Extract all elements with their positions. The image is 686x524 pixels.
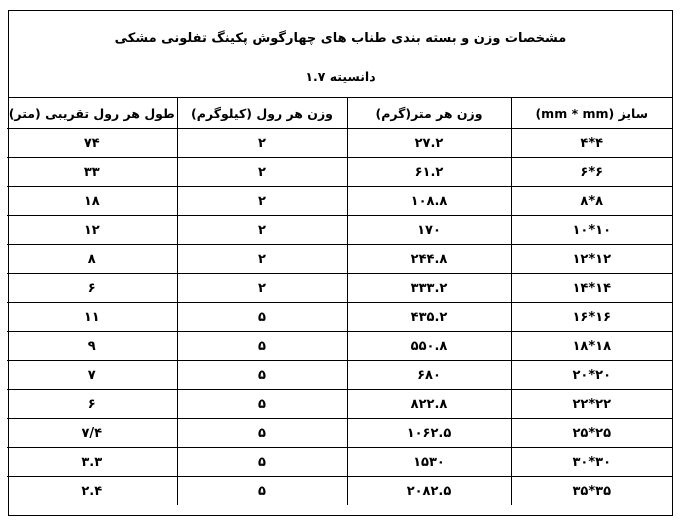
cell-weight-per-meter: ۳۳۳.۲	[347, 274, 511, 303]
cell-weight-per-roll: ۲	[177, 129, 347, 158]
cell-weight-per-meter: ۵۵۰.۸	[347, 332, 511, 361]
cell-length-per-roll: ۷	[7, 361, 177, 390]
cell-weight-per-meter: ۶۱.۲	[347, 158, 511, 187]
header-weight-per-meter: وزن هر متر(گرم)	[347, 98, 511, 129]
cell-size: ۱۲*۱۲	[511, 245, 672, 274]
cell-length-per-roll: ۱۱	[7, 303, 177, 332]
cell-size: ۱۴*۱۴	[511, 274, 672, 303]
cell-size: ۱۶*۱۶	[511, 303, 672, 332]
cell-size: ۳۰*۳۰	[511, 448, 672, 477]
cell-weight-per-roll: ۵	[177, 477, 347, 506]
cell-size: ۲۵*۲۵	[511, 419, 672, 448]
cell-weight-per-roll: ۵	[177, 332, 347, 361]
cell-length-per-roll: ۳۳	[7, 158, 177, 187]
table-row	[7, 332, 672, 361]
cell-size: ۲۲*۲۲	[511, 390, 672, 419]
cell-size: ۳۵*۳۵	[511, 477, 672, 506]
spec-sheet	[8, 10, 673, 516]
cell-weight-per-meter: ۸۲۲.۸	[347, 390, 511, 419]
cell-weight-per-roll: ۲	[177, 274, 347, 303]
cell-weight-per-meter: ۲۴۴.۸	[347, 245, 511, 274]
cell-size: ۴*۴	[511, 129, 672, 158]
cell-weight-per-roll: ۲	[177, 158, 347, 187]
cell-size: ۱۸*۱۸	[511, 332, 672, 361]
document-title: مشخصات وزن و بسته بندی طناب های چهارگوش پکینگ تفلونی مشکی	[114, 31, 567, 46]
header-weight-per-roll: وزن هر رول (کیلوگرم)	[177, 98, 347, 129]
cell-size: ۶*۶	[511, 158, 672, 187]
cell-size: ۲۰*۲۰	[511, 361, 672, 390]
table-row	[7, 390, 672, 419]
spec-table	[7, 98, 672, 505]
cell-weight-per-roll: ۵	[177, 448, 347, 477]
title-area	[9, 11, 672, 98]
cell-weight-per-meter: ۶۸۰	[347, 361, 511, 390]
cell-weight-per-roll: ۵	[177, 419, 347, 448]
cell-weight-per-roll: ۵	[177, 390, 347, 419]
cell-weight-per-meter: ۲۰۸۲.۵	[347, 477, 511, 506]
table-row	[7, 274, 672, 303]
header-size: سایز (mm * mm)	[511, 98, 672, 129]
table-row	[7, 303, 672, 332]
table-row	[7, 419, 672, 448]
table-body	[7, 129, 672, 506]
cell-length-per-roll: ۷۴	[7, 129, 177, 158]
header-length-per-roll: طول هر رول تقریبی (متر)	[7, 98, 177, 129]
density-subtitle: دانسیته ۱.۷	[305, 69, 376, 84]
cell-weight-per-roll: ۲	[177, 216, 347, 245]
header-row	[7, 98, 672, 129]
cell-length-per-roll: ۶	[7, 390, 177, 419]
cell-length-per-roll: ۳.۳	[7, 448, 177, 477]
cell-length-per-roll: ۹	[7, 332, 177, 361]
cell-length-per-roll: ۱۲	[7, 216, 177, 245]
cell-weight-per-meter: ۱۰۶۲.۵	[347, 419, 511, 448]
table-row	[7, 245, 672, 274]
cell-length-per-roll: ۶	[7, 274, 177, 303]
cell-length-per-roll: ۸	[7, 245, 177, 274]
cell-size: ۸*۸	[511, 187, 672, 216]
table-row	[7, 187, 672, 216]
cell-weight-per-meter: ۲۷.۲	[347, 129, 511, 158]
cell-weight-per-meter: ۱۵۳۰	[347, 448, 511, 477]
cell-length-per-roll: ۷/۴	[7, 419, 177, 448]
table-row	[7, 216, 672, 245]
cell-length-per-roll: ۲.۴	[7, 477, 177, 506]
table-row	[7, 361, 672, 390]
cell-weight-per-meter: ۴۳۵.۲	[347, 303, 511, 332]
table-row	[7, 477, 672, 506]
cell-weight-per-roll: ۵	[177, 361, 347, 390]
cell-weight-per-meter: ۱۰۸.۸	[347, 187, 511, 216]
table-row	[7, 158, 672, 187]
table-row	[7, 448, 672, 477]
cell-size: ۱۰*۱۰	[511, 216, 672, 245]
cell-weight-per-roll: ۲	[177, 245, 347, 274]
cell-weight-per-roll: ۲	[177, 187, 347, 216]
cell-length-per-roll: ۱۸	[7, 187, 177, 216]
cell-weight-per-roll: ۵	[177, 303, 347, 332]
cell-weight-per-meter: ۱۷۰	[347, 216, 511, 245]
table-row	[7, 129, 672, 158]
